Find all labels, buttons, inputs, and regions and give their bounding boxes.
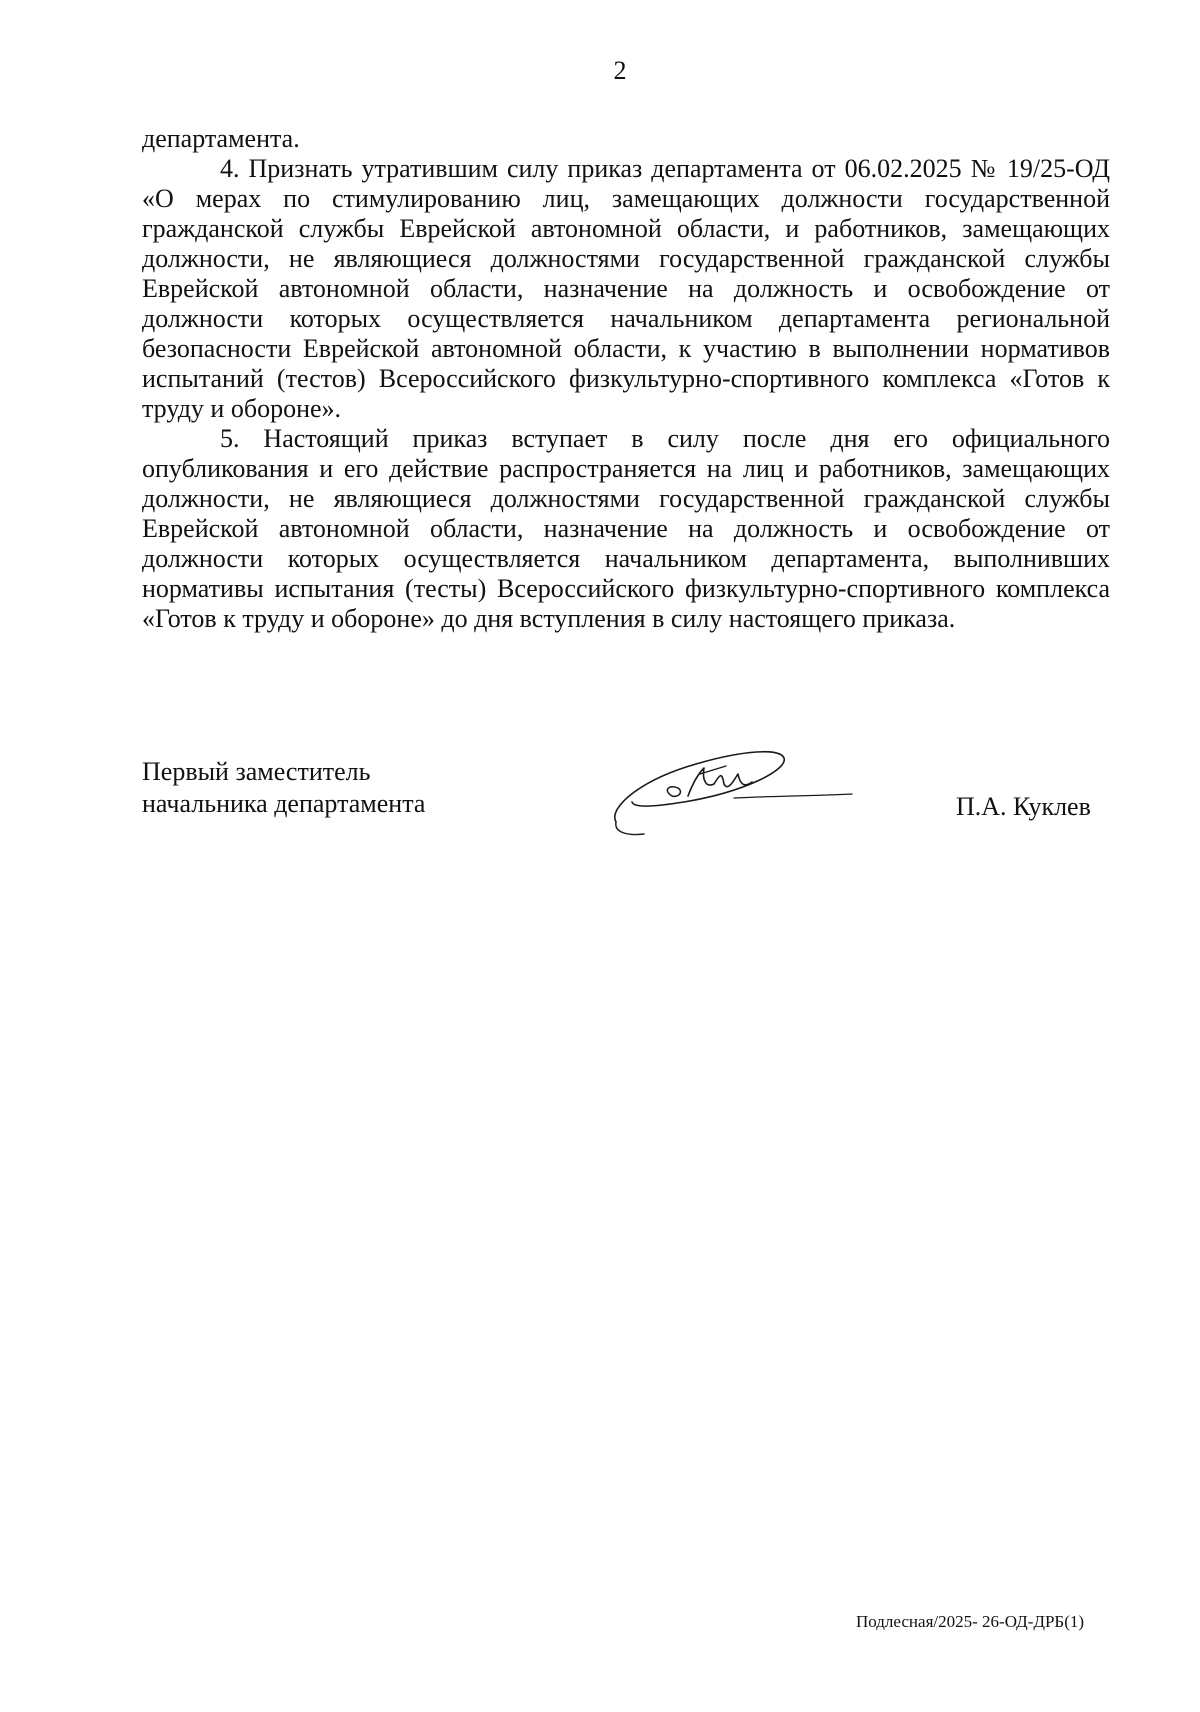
signatory-title xyxy=(142,756,425,820)
handwritten-signature xyxy=(604,744,864,844)
signatory-name: П.А. Куклев xyxy=(956,792,1091,821)
paragraph-item-4: 4. Признать утратившим силу приказ департамента от 06.02.2025 № 19/25-ОД «О мерах по стимулированию лиц, замещающих должности государственной гражданской службы Еврейской автономной области, и работников, замещающих должности, не являющиеся должностями государственной гражданской службы Еврейской автономной области, назначение на должность и освобождение от должности которых осуществляется начальником департамента региональной безопасности Еврейской автономной области, к участию в выполнении нормативов испытаний (тестов) Всероссийского физкультурно-спортивного комплекса «Готов к труду и обороне». xyxy=(142,154,1110,423)
document-body xyxy=(142,124,1110,634)
signatory-title-line-2: начальника департамента xyxy=(142,789,426,818)
paragraph-continuation: департамента. xyxy=(142,124,300,153)
document-reference-code: Подлесная/2025- 26-ОД-ДРБ(1) xyxy=(856,1612,1085,1631)
page-number: 2 xyxy=(613,56,627,85)
paragraph-item-5: 5. Настоящий приказ вступает в силу после дня его официального опубликования и его действие распространяется на лиц и работников, замещающих должности, не являющиеся должностями государственной гражданской службы Еврейской автономной области, назначение на должность и освобождение от должности которых осуществляется начальником департамента, выполнивших нормативы испытания (тесты) Всероссийского физкультурно-спортивного комплекса «Готов к труду и обороне» до дня вступления в силу настоящего приказа. xyxy=(142,424,1110,633)
signatory-title-line-1: Первый заместитель xyxy=(142,757,371,786)
